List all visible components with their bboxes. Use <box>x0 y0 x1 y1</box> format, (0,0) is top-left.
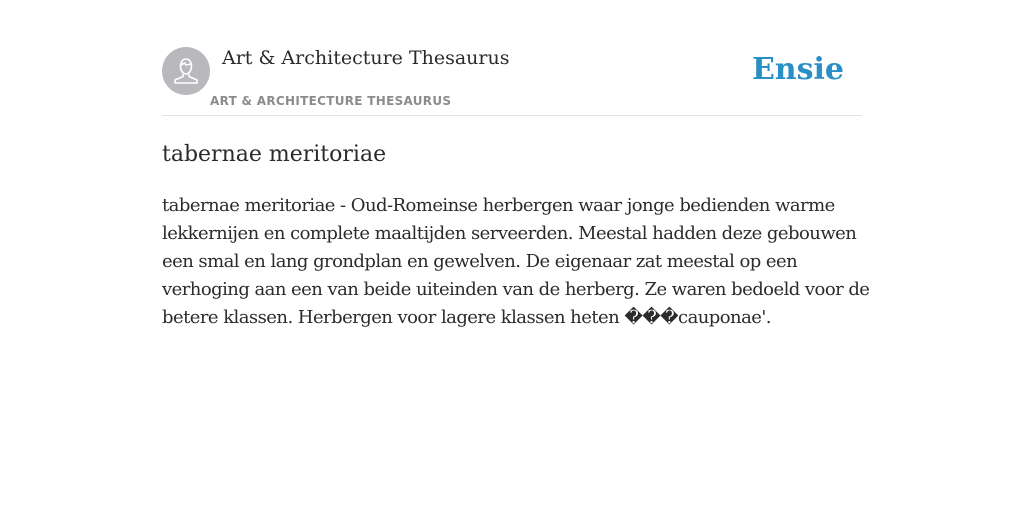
entry-header <box>162 40 862 116</box>
definition-line: betere klassen. Herbergen voor lagere klassen heten ���cauponae'. <box>162 307 771 328</box>
entry-title: tabernae meritoriae <box>162 142 387 167</box>
brand-logo[interactable]: Ensie <box>751 52 844 87</box>
definition-line: een smal en lang grondplan en gewelven. De eigenaar zat meestal op een <box>162 251 798 272</box>
entry-definition <box>162 192 882 332</box>
user-silhouette-icon <box>162 47 210 95</box>
definition-line: tabernae meritoriae - Oud-Romeinse herbergen waar jonge bedienden warme <box>162 195 835 216</box>
author-subtitle[interactable]: ART & ARCHITECTURE THESAURUS <box>210 94 452 108</box>
definition-line: verhoging aan een van beide uiteinden van de herberg. Ze waren bedoeld voor de <box>162 279 870 300</box>
author-avatar[interactable] <box>162 47 210 95</box>
definition-line: lekkernijen en complete maaltijden serveerden. Meestal hadden deze gebouwen <box>162 223 857 244</box>
author-name-link[interactable]: Art & Architecture Thesaurus <box>222 47 510 69</box>
